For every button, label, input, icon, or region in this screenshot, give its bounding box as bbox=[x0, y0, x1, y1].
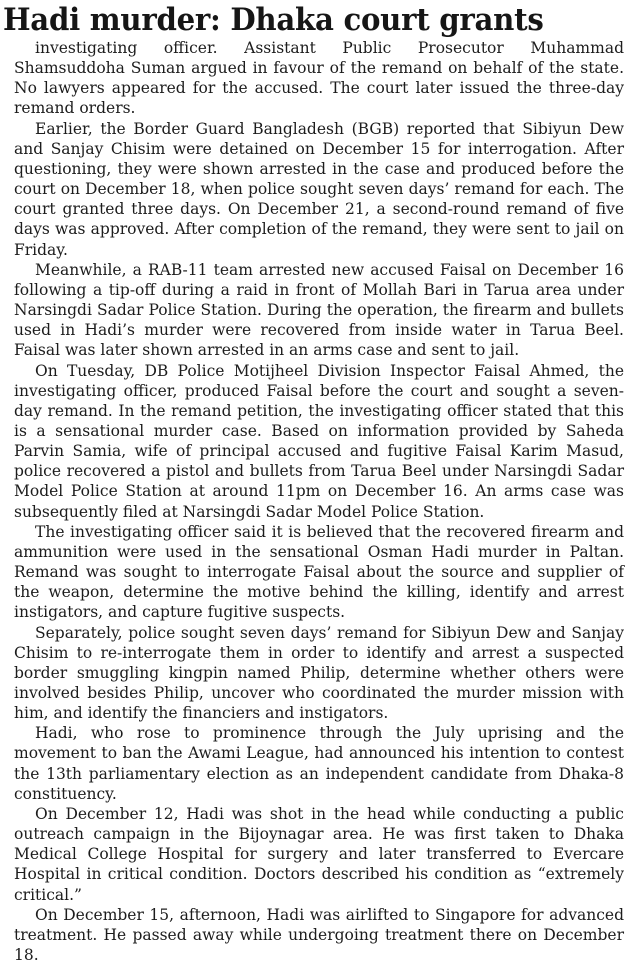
paragraph-5: The investigating officer said it is believed that the recovered firearm and ammunition were used in the sensational Osman Hadi murder in Paltan. Remand was sought to interrogate Faisal about the source and supplier of the weapon, determine the motive behind the killing, identify and arrest instigators, and capture fugitive suspects. bbox=[14, 522, 624, 622]
article-body bbox=[14, 38, 624, 965]
headline: Hadi murder: Dhaka court grants bbox=[3, 2, 544, 38]
paragraph-2: Earlier, the Border Guard Bangladesh (BGB) reported that Sibiyun Dew and Sanjay Chisim were detained on December 15 for interrogation. After questioning, they were shown arrested in the case and produced before the court on December 18, when police sought seven days’ remand for each. The court granted three days. On December 21, a second-round remand of five days was approved. After completion of the remand, they were sent to jail on Friday. bbox=[14, 119, 624, 259]
paragraph-8: On December 12, Hadi was shot in the head while conducting a public outreach campaign in the Bijoynagar area. He was first taken to Dhaka Medical College Hospital for surgery and later transferred to Evercare Hospital in critical condition. Doctors described his condition as “extremely critical.” bbox=[14, 804, 624, 904]
paragraph-1: investigating officer. Assistant Public Prosecutor Muhammad Shamsuddoha Suman argued in favour of the remand on behalf of the state. No lawyers appeared for the accused. The court later issued the three-day remand orders. bbox=[14, 39, 624, 118]
paragraph-9: On December 15, afternoon, Hadi was airlifted to Singapore for advanced treatment. He passed away while undergoing treatment there on December 18. bbox=[14, 905, 624, 965]
paragraph-4: On Tuesday, DB Police Motijheel Division Inspector Faisal Ahmed, the investigating officer, produced Faisal before the court and sought a seven-day remand. In the remand petition, the investigating officer stated that this is a sensational murder case. Based on information provided by Saheda Parvin Samia, wife of principal accused and fugitive Faisal Karim Masud, police recovered a pistol and bullets from Tarua Beel under Narsingdi Sadar Model Police Station at around 11pm on December 16. An arms case was subsequently filed at Narsingdi Sadar Model Police Station. bbox=[14, 361, 624, 521]
paragraph-6: Separately, police sought seven days’ remand for Sibiyun Dew and Sanjay Chisim to re-interrogate them in order to identify and arrest a suspected border smuggling kingpin named Philip, determine whether others were involved besides Philip, uncover who coordinated the murder mission with him, and identify the financiers and instigators. bbox=[14, 623, 624, 723]
paragraph-3: Meanwhile, a RAB-11 team arrested new accused Faisal on December 16 following a tip-off during a raid in front of Mollah Bari in Tarua area under Narsingdi Sadar Police Station. During the operation, the firearm and bullets used in Hadi’s murder were recovered from inside water in Tarua Beel. Faisal was later shown arrested in an arms case and sent to jail. bbox=[14, 260, 624, 360]
paragraph-7: Hadi, who rose to prominence through the July uprising and the movement to ban the Awami League, had announced his intention to contest the 13th parliamentary election as an independent candidate from Dhaka-8 constituency. bbox=[14, 724, 624, 803]
